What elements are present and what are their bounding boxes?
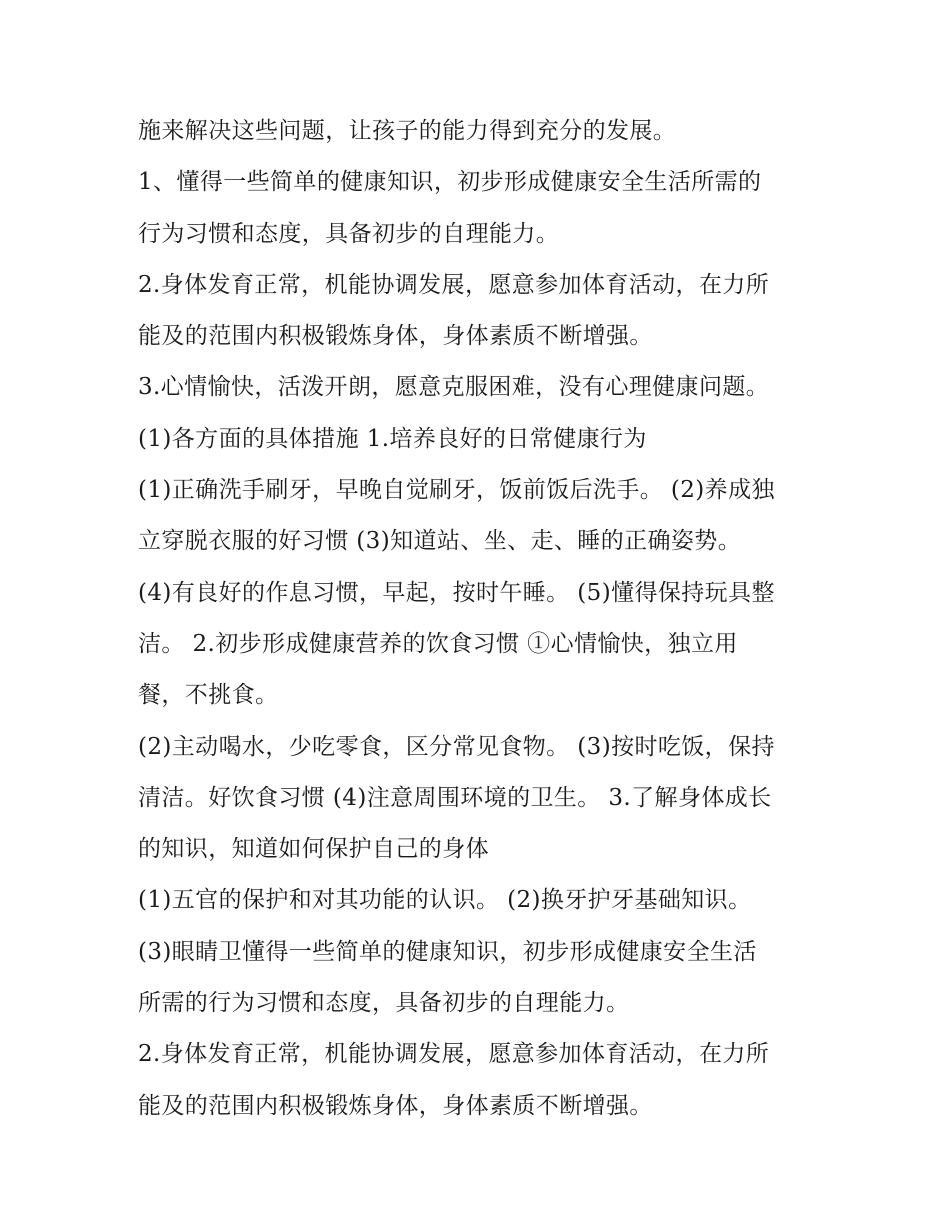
text-line: 立穿脱衣服的好习惯 (3)知道站、坐、走、睡的正确姿势。 xyxy=(138,528,742,555)
text-line: 洁。 2.初步形成健康营养的饮食习惯 ①心情愉快，独立用 xyxy=(138,630,738,657)
text-line: 1、懂得一些简单的健康知识，初步形成健康安全生活所需的 xyxy=(138,169,762,196)
text-line: 能及的范围内积极锻炼身体，身体素质不断增强。 xyxy=(138,1092,653,1119)
text-line: 2.身体发育正常，机能协调发展，愿意参加体育活动，在力所 xyxy=(138,1041,770,1068)
text-line: 2.身体发育正常，机能协调发展，愿意参加体育活动，在力所 xyxy=(138,271,770,298)
text-line: 清洁。好饮食习惯 (4)注意周围环境的卫生。 3.了解身体成长 xyxy=(138,784,772,811)
text-line: (2)主动喝水，少吃零食，区分常见食物。 (3)按时吃饭，保持 xyxy=(138,733,775,760)
text-line: 的知识，知道如何保护自己的身体 xyxy=(138,836,489,863)
text-line: 能及的范围内积极锻炼身体，身体素质不断增强。 xyxy=(138,323,653,350)
document-body xyxy=(138,106,810,1132)
text-line: 3.心情愉快，活泼开朗，愿意克服困难，没有心理健康问题。 xyxy=(138,374,770,401)
text-line: (1)五官的保护和对其功能的认识。 (2)换牙护牙基础知识。 xyxy=(138,887,752,914)
text-line: 餐，不挑食。 xyxy=(138,682,279,709)
text-line: 行为习惯和态度，具备初步的自理能力。 xyxy=(138,220,560,247)
text-line: (3)眼睛卫懂得一些简单的健康知识，初步形成健康安全生活 xyxy=(138,938,757,965)
text-line: (1)各方面的具体措施 1.培养良好的日常健康行为 xyxy=(138,425,647,452)
text-line: (4)有良好的作息习惯，早起，按时午睡。 (5)懂得保持玩具整 xyxy=(138,579,775,606)
text-line: (1)正确洗手刷牙，早晚自觉刷牙，饭前饭后洗手。 (2)养成独 xyxy=(138,477,775,504)
text-line: 施来解决这些问题，让孩子的能力得到充分的发展。 xyxy=(138,118,677,144)
text-line: 所需的行为习惯和态度，具备初步的自理能力。 xyxy=(138,990,630,1017)
